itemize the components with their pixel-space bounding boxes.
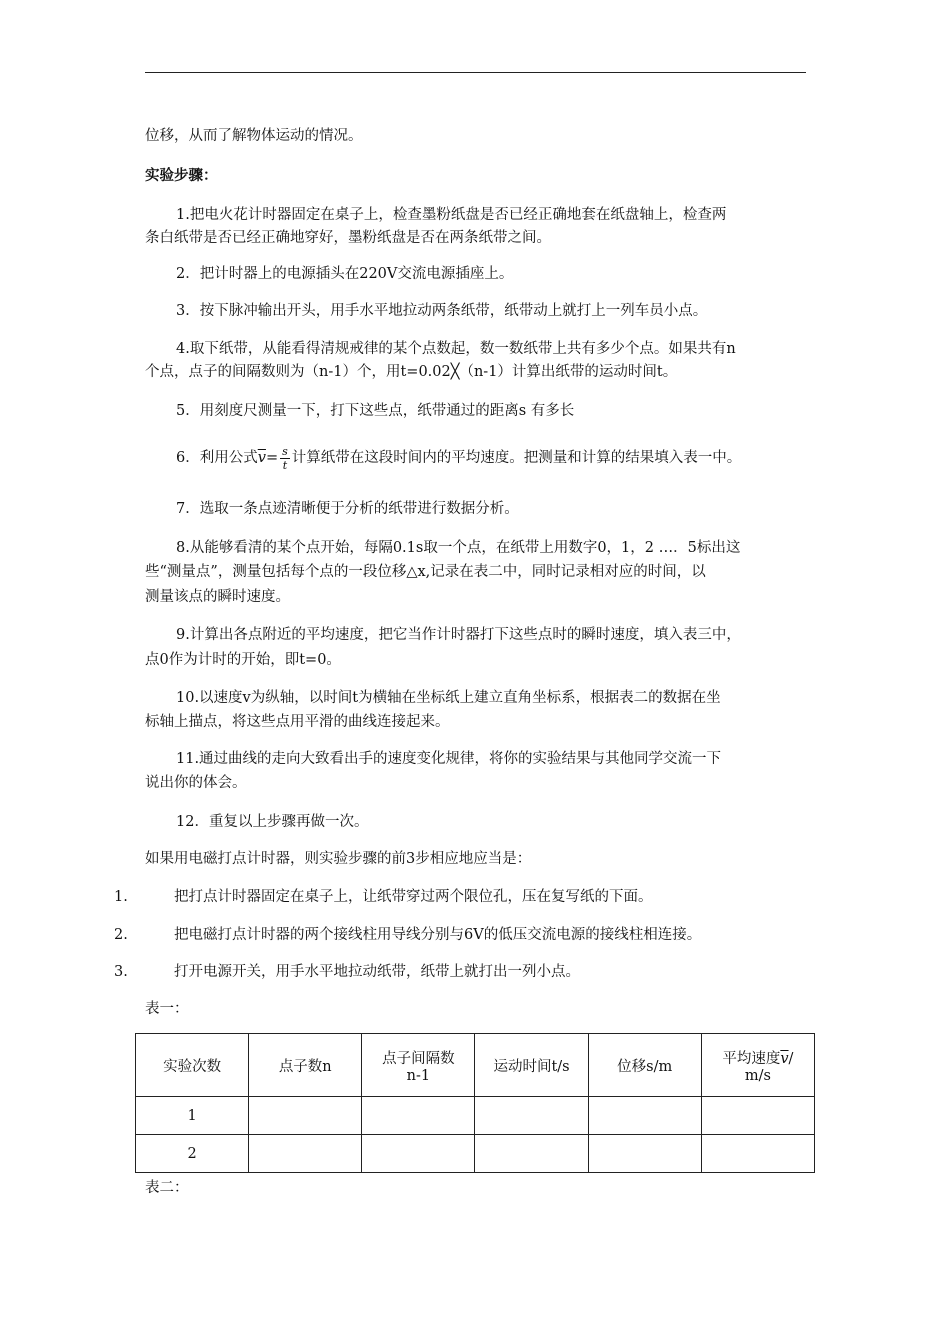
- formula-denominator: t: [282, 458, 288, 472]
- step-3: 3．按下脉冲输出开头，用手水平地拉动两条纸带，纸带动上就打上一列车员小点。: [176, 303, 708, 319]
- table-cell: [588, 1135, 701, 1173]
- step-11-line-1: 11.通过曲线的走向大致看出手的速度变化规律，将你的实验结果与其他同学交流一下: [176, 751, 722, 767]
- formula-numerator: s: [282, 444, 288, 458]
- formula-v-bar: $\overline{v}$: [257, 450, 266, 466]
- step-8-line-2: 些“测量点”，测量包括每个点的一段位移△x,记录在表二中，同时记录相对应的时间，以: [145, 564, 706, 580]
- step-8-line-3: 测量该点的瞬时速度。: [145, 589, 290, 605]
- header-avg-velocity: [701, 1034, 814, 1097]
- table-cell: [588, 1097, 701, 1135]
- header-slash: /: [788, 1050, 794, 1067]
- alt-step-2-num: 2.: [114, 927, 128, 943]
- step-2: 2．把计时器上的电源插头在220V交流电源插座上。: [176, 266, 514, 282]
- step-6: [176, 443, 846, 473]
- header-displacement: 位移s/m: [588, 1034, 701, 1097]
- formula-equals: =: [265, 450, 279, 466]
- header-trial: 实验次数: [136, 1034, 249, 1097]
- table-cell: [701, 1097, 814, 1135]
- alt-step-1-text: 把打点计时器固定在桌子上，让纸带穿过两个限位孔，压在复写纸的下面。: [174, 889, 653, 905]
- table-cell: 1: [136, 1097, 249, 1135]
- table-header-row: [136, 1034, 815, 1097]
- table-cell: [249, 1097, 362, 1135]
- intro-tail: 位移，从而了解物体运动的情况。: [145, 128, 363, 144]
- header-interval-count: [362, 1034, 475, 1097]
- step-6-suffix: 计算纸带在这段时间内的平均速度。把测量和计算的结果填入表一中。: [291, 450, 742, 466]
- table-cell: [249, 1135, 362, 1173]
- table2-label: 表二：: [145, 1180, 189, 1196]
- table-cell: [475, 1135, 588, 1173]
- header-v-bar: $\overline{v}$: [780, 1050, 789, 1067]
- header-unit: m/s: [744, 1067, 771, 1084]
- table-row: [136, 1135, 815, 1173]
- step-8-line-1: 8.从能够看清的某个点开始，每隔0.1s取一个点，在纸带上用数字0，1，2 …．5标出这: [176, 540, 741, 556]
- step-10-line-1: 10.以速度v为纵轴，以时间t为横轴在坐标纸上建立直角坐标系，根据表二的数据在坐: [176, 690, 721, 706]
- steps-heading: 实验步骤：: [145, 168, 218, 184]
- alt-intro: 如果用电磁打点计时器，则实验步骤的前3步相应地应当是：: [145, 851, 532, 867]
- step-4-line-1: 4.取下纸带，从能看得清规戒律的某个点数起，数一数纸带上共有多少个点。如果共有n: [176, 341, 736, 357]
- table-cell: [475, 1097, 588, 1135]
- step-9-line-1: 9.计算出各点附近的平均速度，把它当作计时器打下这些点时的瞬时速度，填入表三中，: [176, 627, 741, 643]
- formula-fraction: [280, 445, 290, 472]
- alt-step-2-text: 把电磁打点计时器的两个接线柱用导线分别与6V的低压交流电源的接线柱相连接。: [174, 927, 702, 943]
- step-4-line-2: 个点，点子的间隔数则为（n-1）个，用t=0.02╳（n-1）计算出纸带的运动时间t。: [145, 364, 678, 380]
- table-row: [136, 1097, 815, 1135]
- table-cell: 2: [136, 1135, 249, 1173]
- step-12: 12．重复以上步骤再做一次。: [176, 814, 369, 830]
- table-cell: [362, 1097, 475, 1135]
- step-10-line-2: 标轴上描点，将这些点用平滑的曲线连接起来。: [145, 714, 450, 730]
- step-11-line-2: 说出你的体会。: [145, 775, 247, 791]
- header-dot-count: 点子数n: [249, 1034, 362, 1097]
- alt-step-3-num: 3.: [114, 964, 128, 980]
- step-1-line-1: 1.把电火花计时器固定在桌子上，检查墨粉纸盘是否已经正确地套在纸盘轴上，检查两: [176, 207, 727, 223]
- alt-step-3-text: 打开电源开关，用手水平地拉动纸带，纸带上就打出一列小点。: [174, 964, 580, 980]
- table-cell: [362, 1135, 475, 1173]
- header-rule: [145, 72, 806, 73]
- table1-label: 表一：: [145, 1001, 189, 1017]
- step-6-prefix: 6．利用公式: [176, 450, 258, 466]
- step-9-line-2: 点0作为计时的开始，即t=0。: [145, 652, 341, 668]
- step-1-line-2: 条白纸带是否已经正确地穿好，墨粉纸盘是否在两条纸带之间。: [145, 230, 551, 246]
- alt-step-1-num: 1.: [114, 889, 128, 905]
- table-cell: [701, 1135, 814, 1173]
- header-interval-formula: n-1: [406, 1067, 431, 1084]
- step-7: 7．选取一条点迹清晰便于分析的纸带进行数据分析。: [176, 501, 519, 517]
- header-time: 运动时间t/s: [475, 1034, 588, 1097]
- step-5: 5．用刻度尺测量一下，打下这些点，纸带通过的距离s 有多长: [176, 403, 575, 419]
- header-interval-label: 点子间隔数: [382, 1050, 455, 1067]
- header-avg-label: 平均速度: [722, 1050, 781, 1067]
- table-1: [135, 1033, 815, 1173]
